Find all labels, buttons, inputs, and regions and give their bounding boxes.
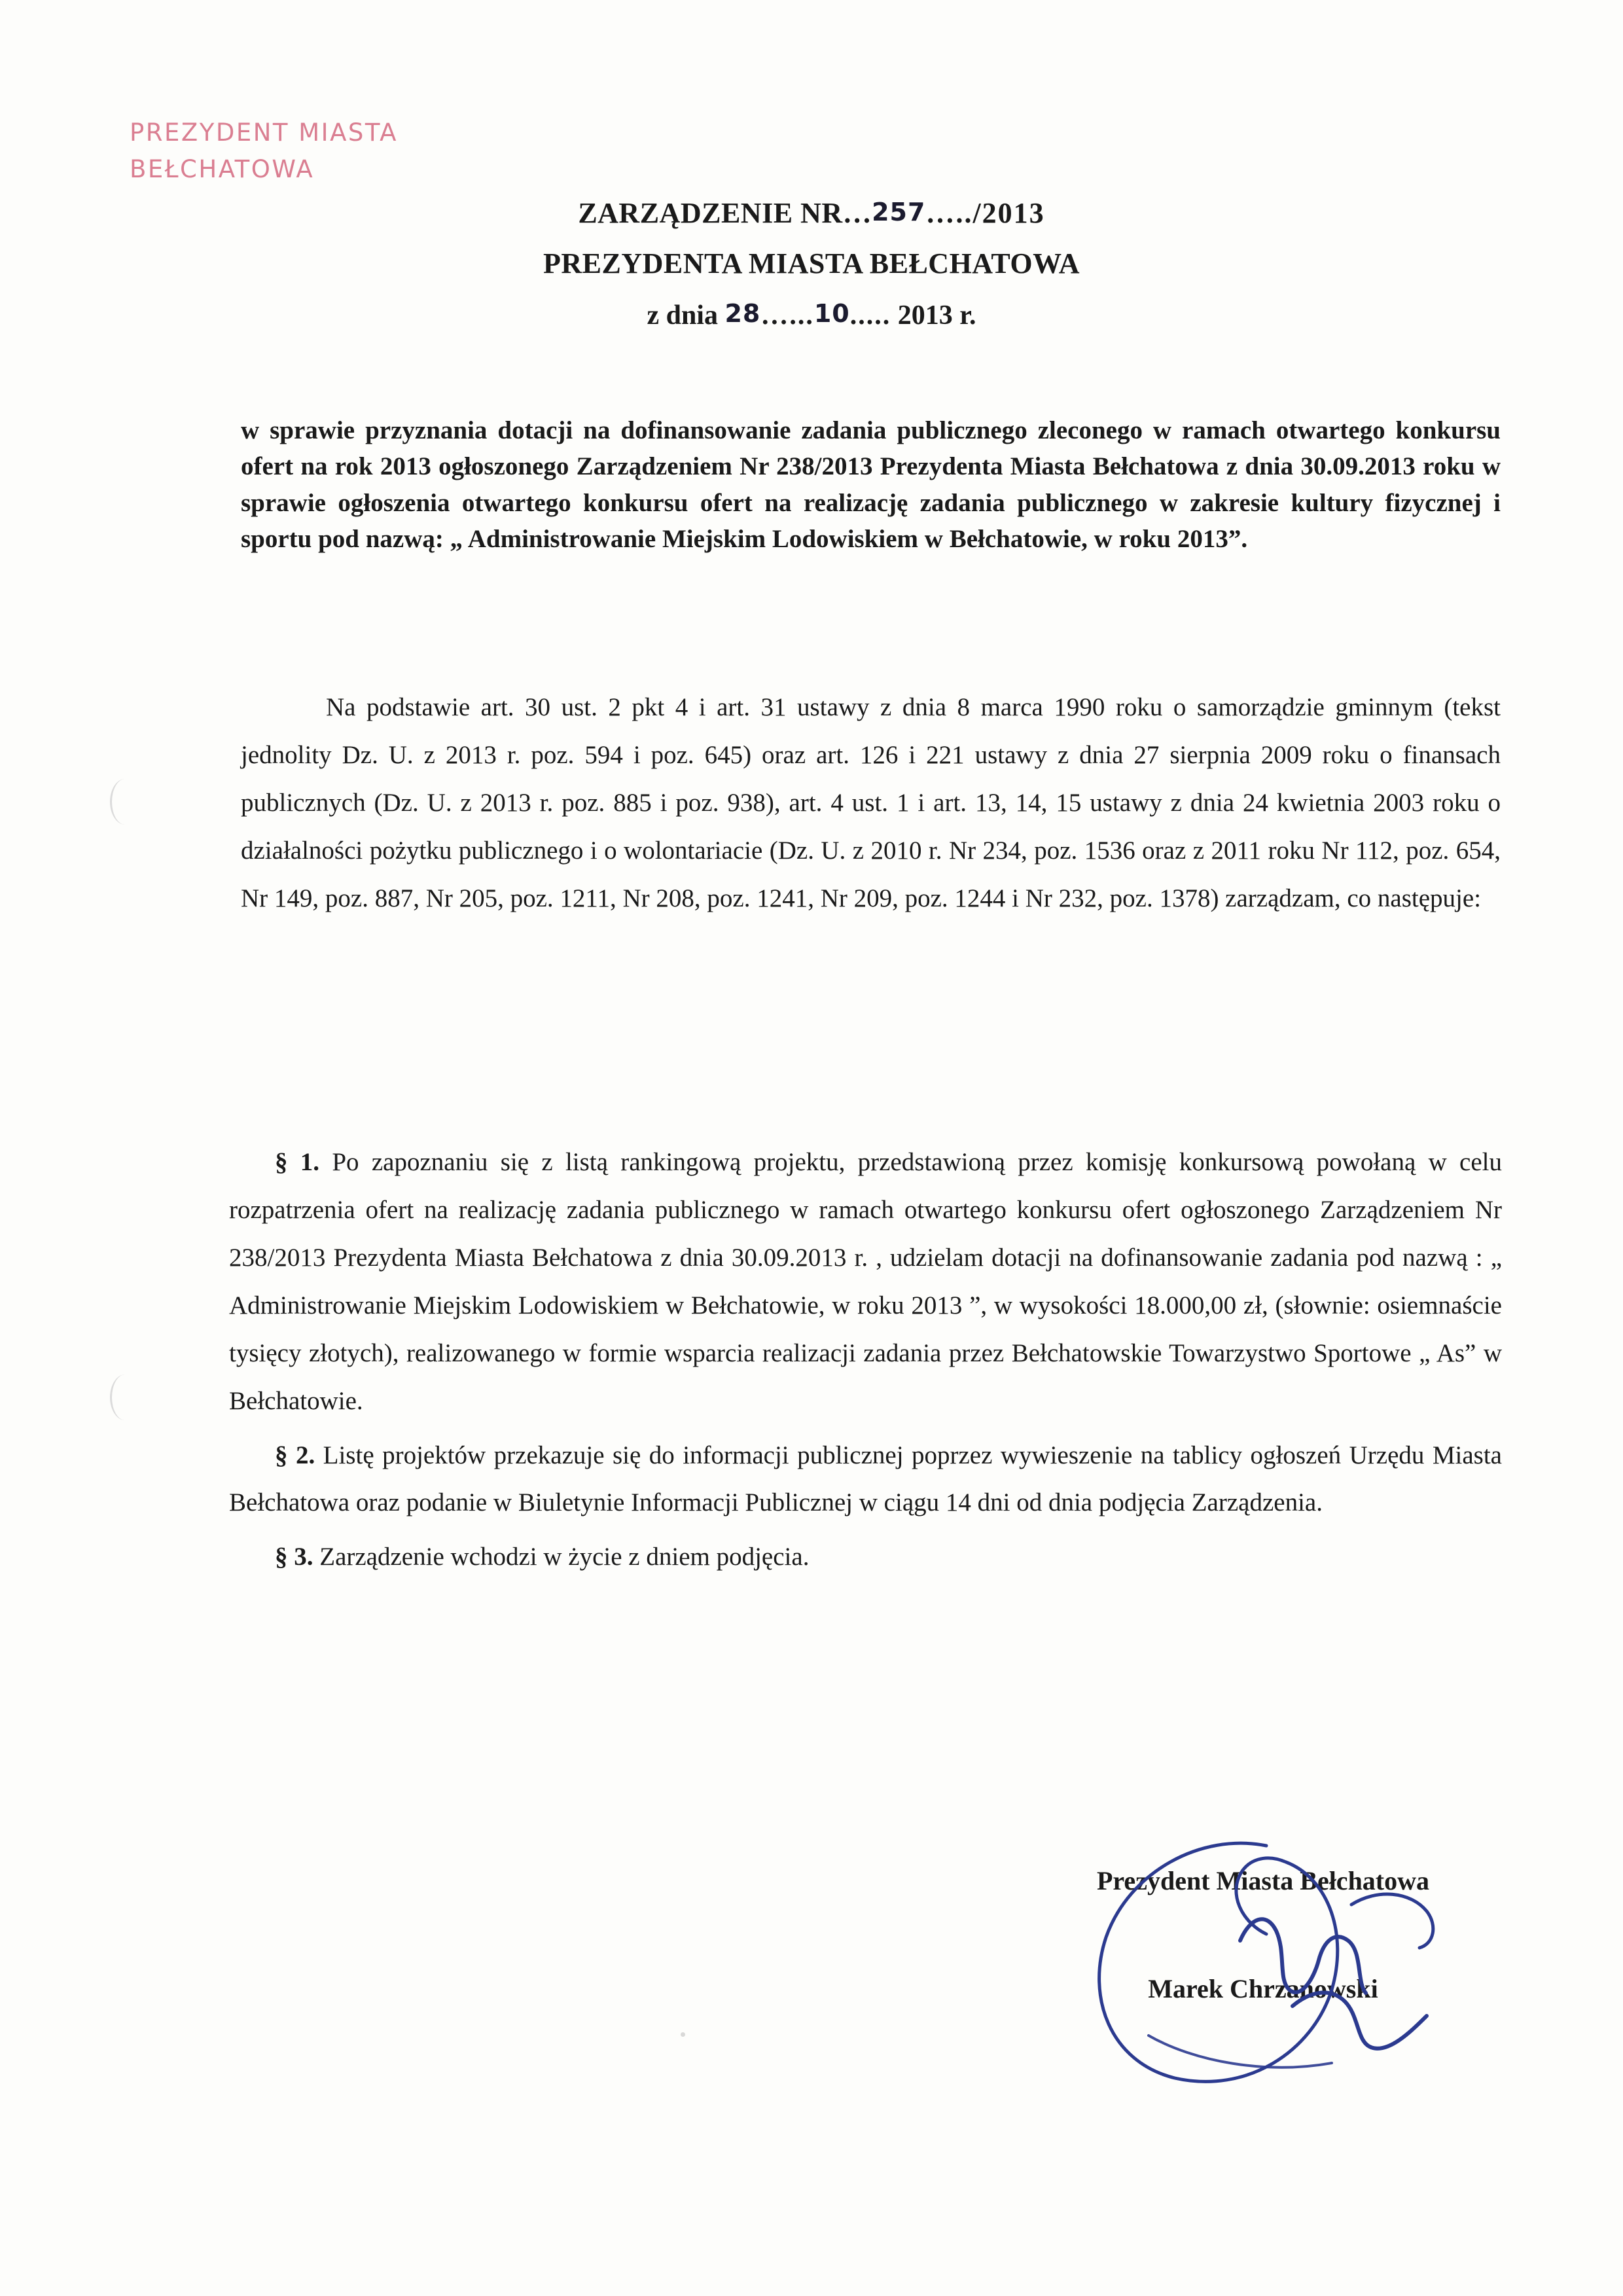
date-dots-1: …... (760, 300, 814, 331)
date-suffix: 2013 r. (897, 300, 976, 331)
office-stamp-line-1: PREZYDENT MIASTA (130, 118, 398, 147)
subject-paragraph: w sprawie przyznania dotacji na dofinansowanie zadania publicznego zleconego w ramach otwartego konkursu ofert na rok 2013 ogłoszonego Zarządzeniem Nr 238/2013 Prezydenta Miasta Bełchatowa z dnia 30.09.2013 roku w sprawie ogłoszenia otwartego konkursu ofert na realizację zadania publicznego w zakresie kultury fizycznej i sportu pod nazwą: „ Administrowanie Miejskim Lodowiskiem w Bełchatowie, w roku 2013”. (241, 416, 1501, 554)
section-paragraph-2 (229, 1432, 1502, 1528)
title-date-line (0, 300, 1623, 331)
title-prefix: ZARZĄDZENIE NR… (578, 197, 872, 229)
title-ordinance-number-line (0, 196, 1623, 230)
section-marker-1: § 1. (275, 1148, 320, 1176)
punch-hole-mark (110, 779, 142, 825)
handwritten-day: 28 (724, 299, 761, 328)
section-paragraph-1 (229, 1139, 1502, 1426)
signature-block (1034, 1865, 1492, 2004)
office-stamp-line-2: BEŁCHATOWA (130, 154, 315, 183)
section-marker-3: § 3. (275, 1543, 313, 1571)
section-marker-2: § 2. (275, 1441, 315, 1469)
handwritten-month: 10 (813, 299, 850, 328)
punch-hole-mark (110, 1374, 142, 1420)
date-dots-2: ..... (849, 300, 891, 331)
section-paragraph-3 (229, 1534, 1502, 1581)
sections-container (229, 1139, 1502, 1585)
office-stamp (130, 115, 398, 187)
signature-title: Prezydent Miasta Bełchatowa (1096, 1866, 1430, 1895)
document-title (0, 196, 1623, 331)
legal-basis-text: Na podstawie art. 30 ust. 2 pkt 4 i art. 31 ustawy z dnia 8 marca 1990 roku o samorządzie gminnym (tekst jednolity Dz. U. z 2013 r. poz. 594 i poz. 645) oraz art. 126 i 221 ustawy z dnia 27 sierpnia 2009 roku o finansach publicznych (Dz. U. z 2013 r. poz. 885 i poz. 938), art. 4 ust. 1 i art. 13, 14, 15 ustawy z dnia 24 kwietnia 2003 roku o działalności pożytku publicznego i o wolontariacie (Dz. U. z 2010 r. Nr 234, poz. 1536 oraz z 2011 roku Nr 112, poz. 654, Nr 149, poz. 887, Nr 205, poz. 1211, Nr 208, poz. 1241, Nr 209, poz. 1244 i Nr 232, poz. 1378) zarządzam, co następuje: (241, 693, 1501, 912)
section-text-3: Zarządzenie wchodzi w życie z dniem podjęcia. (313, 1543, 810, 1571)
legal-basis-paragraph (241, 684, 1501, 923)
section-text-2: Listę projektów przekazuje się do informacji publicznej poprzez wywieszenie na tablicy ogłoszeń Urzędu Miasta Bełchatowa oraz podanie w Biuletynie Informacji Publicznej w ciągu 14 dni od dnia podjęcia Zarządzenia. (229, 1441, 1502, 1517)
section-text-1: Po zapoznaniu się z listą rankingową projektu, przedstawioną przez komisję konkursową powołaną w celu rozpatrzenia ofert na realizację zadania publicznego w ramach otwartego konkursu ofert ogłoszonego Zarządzeniem Nr 238/2013 Prezydenta Miasta Bełchatowa z dnia 30.09.2013 r. , udzielam dotacji na dofinansowanie zadania pod nazwą : „ Administrowanie Miejskim Lodowiskiem w Bełchatowie, w roku 2013 ”, w wysokości 18.000,00 zł, (słownie: osiemnaście tysięcy złotych), realizowanego w formie wsparcia realizacji zadania przez Bełchatowskie Towarzystwo Sportowe „ As” w Bełchatowie. (229, 1148, 1503, 1415)
title-dots: …../2013 (925, 197, 1045, 229)
handwritten-number: 257 (872, 198, 926, 226)
date-prefix: z dnia (647, 300, 718, 331)
title-authority-line: PREZYDENTA MIASTA BEŁCHATOWA (543, 247, 1080, 279)
scan-speck (681, 2032, 685, 2037)
signature-name: Marek Chrzanowski (1148, 1974, 1378, 2003)
